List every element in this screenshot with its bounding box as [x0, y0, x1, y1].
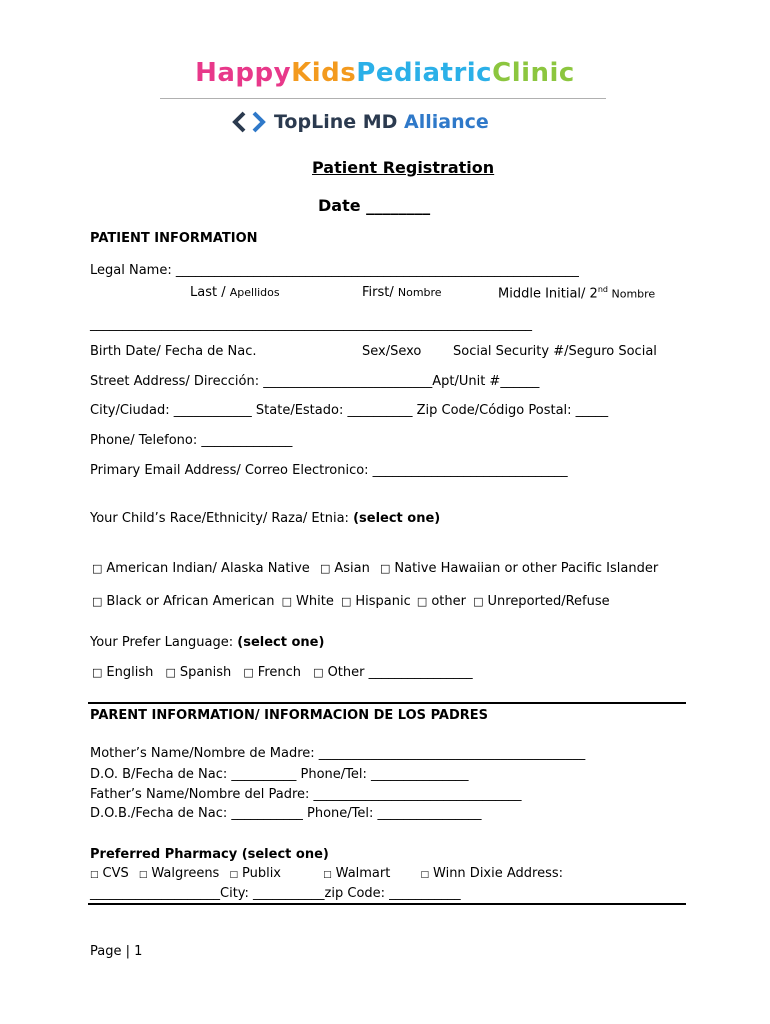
- race-option-black[interactable]: [92, 594, 274, 609]
- page-number: Page | 1: [90, 944, 143, 959]
- sex-label[interactable]: Sex/Sexo: [362, 344, 422, 359]
- checkbox-icon[interactable]: □: [229, 870, 238, 880]
- pharmacy-option-walgreens[interactable]: [139, 866, 219, 881]
- phone-field[interactable]: Phone/ Telefono: ______________: [90, 433, 293, 448]
- race-option-label: Native Hawaiian or other Pacific Islander: [394, 561, 659, 576]
- last-name-label: [190, 285, 280, 300]
- checkbox-icon[interactable]: □: [165, 666, 176, 679]
- race-option-label: American Indian/ Alaska Native: [106, 561, 310, 576]
- language-option-english[interactable]: [92, 665, 153, 680]
- race-question: [90, 511, 440, 526]
- pharmacy-option-winn-dixie[interactable]: [421, 866, 564, 881]
- network-name: TopLine MD: [274, 111, 398, 133]
- pharmacy-option-label: Walmart: [335, 866, 391, 881]
- language-option-label: French: [257, 665, 302, 680]
- mother-name-field[interactable]: Mother’s Name/Nombre de Madre: _________________________________________: [90, 746, 586, 761]
- pharmacy-address-field[interactable]: ____________________City: ___________zip Code: ___________: [90, 886, 461, 901]
- pharmacy-option-label: Publix: [241, 866, 282, 881]
- language-options: [92, 665, 473, 680]
- race-option-asian[interactable]: [320, 561, 370, 576]
- checkbox-icon[interactable]: □: [138, 870, 148, 880]
- checkbox-icon[interactable]: □: [420, 870, 430, 880]
- checkbox-icon[interactable]: □: [313, 666, 324, 679]
- ssn-label[interactable]: Social Security #/Seguro Social: [453, 344, 657, 359]
- race-option-hispanic[interactable]: [341, 594, 411, 609]
- checkbox-icon[interactable]: □: [243, 666, 254, 679]
- race-option-unreported[interactable]: [473, 594, 610, 609]
- father-dob-phone-field[interactable]: D.O.B./Fecha de Nac: ___________ Phone/Tel: ________________: [90, 806, 482, 821]
- logo-divider: [160, 98, 606, 99]
- language-option-spanish[interactable]: [166, 665, 232, 680]
- race-select-hint: (select one): [353, 511, 441, 526]
- language-option-label: Other ________________: [327, 665, 473, 680]
- race-option-white[interactable]: [282, 594, 334, 609]
- checkbox-icon[interactable]: □: [90, 870, 99, 880]
- checkbox-icon[interactable]: □: [473, 595, 484, 608]
- pharmacy-option-label: Winn Dixie Address:: [433, 866, 564, 881]
- last-label-es: Apellidos: [229, 286, 280, 299]
- blank-name-line[interactable]: ____________________________________________________________________: [90, 317, 532, 332]
- race-option-american-indian[interactable]: [92, 561, 310, 576]
- father-name-field[interactable]: Father’s Name/Nombre del Padre: ________________________________: [90, 787, 522, 802]
- pharmacy-option-cvs[interactable]: [90, 866, 129, 881]
- last-label-en: Last /: [190, 285, 230, 300]
- clinic-logo-word-4: Clinic: [492, 58, 575, 88]
- parent-section-heading: PARENT INFORMATION/ INFORMACION DE LOS PADRES: [90, 708, 489, 723]
- city-state-zip-field[interactable]: City/Ciudad: ____________ State/Estado: __________ Zip Code/Código Postal: _____: [90, 403, 609, 418]
- first-name-label: [362, 285, 442, 300]
- patient-section-heading: PATIENT INFORMATION: [90, 231, 258, 246]
- race-option-label: Black or African American: [106, 594, 275, 609]
- street-address-field[interactable]: Street Address/ Dirección: __________________________Apt/Unit #______: [90, 374, 540, 389]
- middle-label-en: Middle Initial/ 2: [498, 286, 598, 302]
- race-option-label: White: [296, 594, 334, 609]
- network-suffix: Alliance: [397, 111, 489, 133]
- bottom-divider: [88, 903, 686, 905]
- checkbox-icon[interactable]: □: [92, 666, 103, 679]
- language-question: [90, 635, 324, 650]
- checkbox-icon[interactable]: □: [323, 870, 332, 880]
- race-options-row-2: [92, 594, 610, 609]
- section-divider: [88, 702, 686, 704]
- checkbox-icon[interactable]: □: [319, 562, 331, 575]
- pharmacy-option-walmart[interactable]: [323, 866, 390, 881]
- race-label: Your Child’s Race/Ethnicity/ Raza/ Etnia:: [90, 511, 354, 526]
- clinic-logo-word-2: Kids: [291, 58, 357, 88]
- checkbox-icon[interactable]: □: [92, 562, 103, 575]
- pharmacy-heading: Preferred Pharmacy (select one): [90, 847, 329, 862]
- date-field[interactable]: Date ________: [318, 196, 431, 215]
- checkbox-icon[interactable]: □: [340, 595, 352, 608]
- race-option-other[interactable]: [417, 594, 466, 609]
- middle-label-es: Nombre: [608, 287, 656, 301]
- pharmacy-option-label: CVS: [102, 866, 129, 881]
- form-title: Patient Registration: [312, 158, 495, 177]
- race-option-label: Unreported/Refuse: [487, 594, 610, 609]
- clinic-logo-word-1: Happy: [195, 58, 292, 88]
- middle-initial-label: [498, 285, 655, 301]
- race-option-label: other: [431, 594, 466, 609]
- race-option-label: Hispanic: [355, 594, 411, 609]
- checkbox-icon[interactable]: □: [416, 595, 428, 608]
- language-option-label: Spanish: [179, 665, 232, 680]
- pharmacy-options: [90, 866, 563, 881]
- language-option-other[interactable]: [313, 665, 472, 680]
- language-option-label: English: [106, 665, 154, 680]
- first-label-es: Nombre: [397, 286, 442, 299]
- language-select-hint: (select one): [237, 635, 325, 650]
- pharmacy-option-label: Walgreens: [151, 866, 220, 881]
- mother-dob-phone-field[interactable]: D.O. B/Fecha de Nac: __________ Phone/Tel: _______________: [90, 767, 469, 782]
- middle-label-sup: nd: [597, 285, 608, 294]
- network-logo: [232, 108, 489, 136]
- checkbox-icon[interactable]: □: [281, 595, 293, 608]
- race-option-label: Asian: [334, 561, 370, 576]
- clinic-logo: [160, 58, 610, 88]
- first-label-en: First/: [362, 285, 398, 300]
- language-option-french[interactable]: [243, 665, 301, 680]
- checkbox-icon[interactable]: □: [92, 595, 103, 608]
- topline-mark-icon: [232, 110, 266, 134]
- legal-name-field[interactable]: Legal Name: ______________________________________________________________: [90, 263, 579, 278]
- language-label: Your Prefer Language:: [90, 635, 238, 650]
- checkbox-icon[interactable]: □: [379, 562, 391, 575]
- clinic-logo-word-3: Pediatric: [356, 58, 493, 88]
- race-option-native-hawaiian[interactable]: [380, 561, 658, 576]
- birth-date-label[interactable]: Birth Date/ Fecha de Nac.: [90, 344, 257, 359]
- email-field[interactable]: Primary Email Address/ Correo Electronico: ______________________________: [90, 463, 568, 478]
- race-options-row-1: [92, 561, 658, 576]
- pharmacy-option-publix[interactable]: [229, 866, 281, 881]
